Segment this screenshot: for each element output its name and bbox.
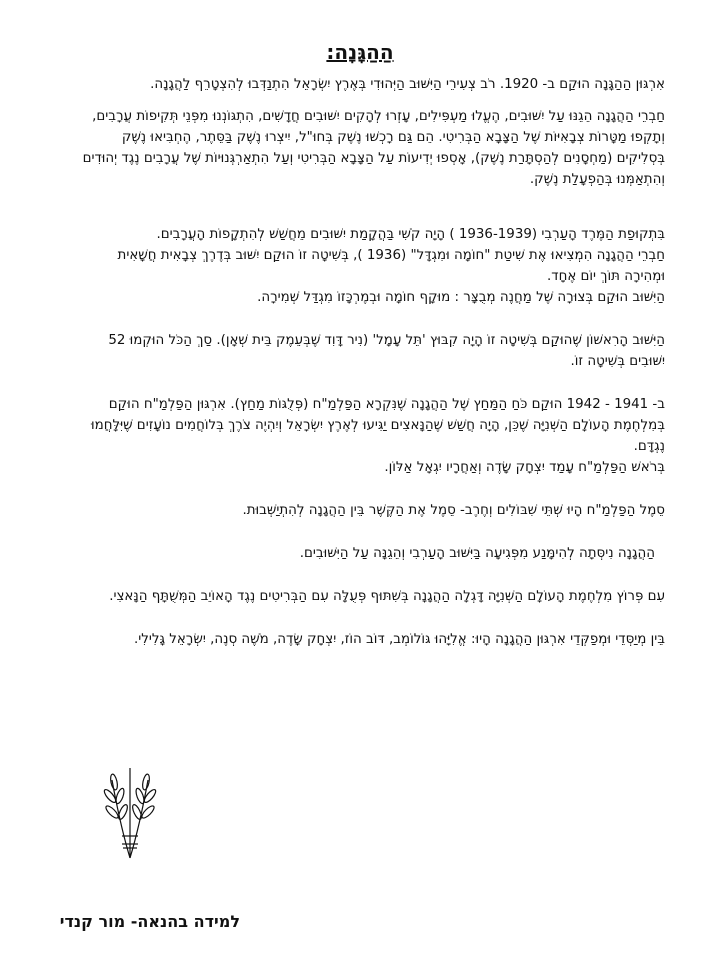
paragraph-tower-and-stockade: חַבְרֵי הַהֲגָנָה הִמְצִיאוּ אֶת שִׁיטַת "חוֹמָה וּמִגְדָּל" (1936 ), בְּשִׁיטָה זוֹ הוּקַם יִשּׁוּב בְּדֶרֶךְ צְבָאִית חֲשָׁאִית וּמְהִירָה תּוֹךְ יוֹם אֶחָד. (117, 248, 665, 284)
paragraph-palmach-symbol: סֵמֶל הַפַּלְמַ"ח הָיוּ שְׁתֵּי שִׁבּוֹלִים וְחֶרֶב- סֵמֶל אֶת הַקֶּשֶׁר בֵּין הַהֲגָנָה לְהִתְיַשְּׁבוּת. (242, 503, 665, 518)
paragraph-arab-revolt: בִּתְקוּפַת הַמֶּרֶד הָעַרְבִי (1936-1939 ) הָיָה קֹשִׁי בַּהֲקָמַת יִשּׁוּבִים מֵחֲשַׁשׁ לְהִתְקָפוֹת הָעֲרָבִים. (156, 227, 665, 242)
palmach-wheat-sword-icon (100, 758, 160, 868)
paragraph-fortified-camp: הַיִּשּׁוּב הוּקַם בְּצוּרָה שֶׁל מַחֲנֶה מְבֻצָּר : מוּקָף חוֹמָה וּבְמֶרְכָּזוֹ מִגְדַּל שְׁמִירָה. (257, 290, 665, 305)
paragraph-ww2-cooperation: עִם פְּרוֹץ מִלְחֶמֶת הָעוֹלָם הַשְּׁנִיָּה דָּגְלָה הַהֲגָנָה בְּשִׁתּוּף פְּעֻלָּה עִם הַבְּרִיטִים נֶגֶד הָאוֹיֵב הַמְּשֻׁתָּף הַנָּאצִי. (109, 589, 665, 604)
paragraph-founders: בֵּין מְיַסְּדֵי וּמְפַקְּדֵי אִרְגּוּן הַהֲגָנָה הָיוּ: אֱלִיָּהוּ גּוֹלוֹמְב, דּוֹב הוֹז, יִצְחָק שָׂדֶה, מֹשֶׁה סְנֶה, יִשְׂרָאֵל גָּלִילִי. (133, 632, 665, 647)
page-title: הַהַגָּנָה: (326, 40, 394, 64)
paragraph-restraint: הַהֲגָנָה נִיסְּתָה לְהִימָּנַע מִפְּגִיעָה בַּיִּשּׁוּב הָעַרְבִי וְהֵגֵנָּה עַל הַיִּשּׁוּבִים. (299, 546, 655, 561)
paragraph-palmach-founding: ב- 1941 - 1942 הוּקַם כֹּחַ הַמַּחַץ שֶׁל הַהֲגָנָה שֶׁנִּקְרָא הַפַּלְמַ"ח (פְּלֻגּוֹת מַחַץ). אִרְגּוּן הַפַּלְמַ"ח הוּקַם בְּמִלְחֶמֶת הָעוֹלָם הַשְּׁנִיָּה שֶׁכֵּן, הָיָה חֲשַׁשׁ שֶׁהַנָּאצִים יַגִּיעוּ לְאֶרֶץ יִשְׂרָאֵל וְיִהְיֶה צֹרֶךְ בְּלוֹחֲמִים נוֹעָזִים שֶׁיִּלָּחֲמוּ נֶגְדָּם. (90, 397, 665, 454)
footer-credit: למידה בהנאה- מור קנדי (59, 912, 240, 931)
paragraph-first-settlement: הַיִּשּׁוּב הָרִאשׁוֹן שֶׁהוּקַם בְּשִׁיטָה זוֹ הָיָה קִבּוּץ 'תֵּל עָמָל' (נִיר דָּוִד שֶׁבְּעֵמֶק בֵּית שְׁאָן). סַךְ הַכֹּל הוּקְמוּ 52 יִשּׁוּבִים בְּשִׁיטָה זוֹ. (108, 333, 665, 369)
paragraph-palmach-commanders: בְּרֹאשׁ הַפַּלְמַ"ח עָמַד יִצְחָק שָׂדֶה וְאַחֲרָיו יִגְאָל אַלּוֹן. (384, 460, 665, 475)
paragraph-founding: אִרְגּוּן הַהַגָּנָה הוּקַם ב- 1920. רֹב צְעִירֵי הַיִּשּׁוּב הַיְּהוּדִי בְּאֶרֶץ יִשְׂרָאֵל הִתְנַדְּבוּ לְהִצְטָרֵף לַהֲגָנָה. (150, 77, 665, 92)
document-body (80, 74, 665, 650)
paragraph-activities: חַבְרֵי הַהֲגָנָה הֵגֵנּוּ עַל יִשּׁוּבִים, הֶעֱלוּ מַעְפִּילִים, עָזְרוּ לְהָקִים יִשּׁוּבִים חֲדָשִׁים, הִתְגּוֹנְנוּ מִפְּנֵי תְּקִיפוֹת עֲרָבִים, וְתָקְפוּ מַטָּרוֹת צְבָאִיּוֹת שֶׁל הַצָּבָא הַבְּרִיטִי. הֵם גַּם רָכְשׁוּ נֶשֶׁק בְּחוּ"ל, יִיצְרוּ נֶשֶׁק בַּסֵּתֶר, הֶחְבִּיאוּ נֶשֶׁק בְּסְלִיקִים (מַחְסָנִים לְהַסְתָּרַת נֶשֶׁק), אָסְפוּ יְדִיעוֹת עַל הַצָּבָא הַבְּרִיטִי וְעַל הִתְאַרְגְּנוּיוֹת שֶׁל עֲרָבִים נֶגֶד יְהוּדִים וְהִתְאַמְּנוּ בְּהַפְעָלַת נֶשֶׁק. (82, 109, 665, 187)
